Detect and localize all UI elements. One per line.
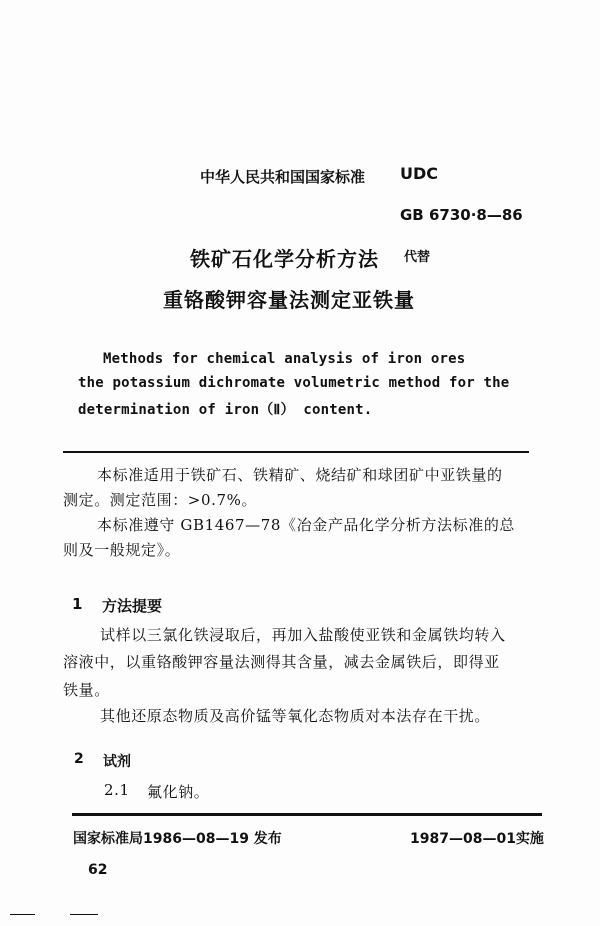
section-2-item-text: 氟化钠。 — [147, 783, 210, 801]
section-1-line: 溶液中，以重铬酸钾容量法测得其含量，减去金属铁后，即得亚 — [63, 653, 500, 671]
scan-artifact-mark — [70, 914, 98, 915]
title-line-1: 铁矿石化学分析方法 — [190, 247, 379, 271]
intro-paragraph-line: 本标准适用于铁矿石、铁精矿、烧结矿和球团矿中亚铁量的 — [97, 466, 503, 484]
english-title-line: determination of iron（Ⅱ） content. — [78, 402, 373, 418]
english-title-line: Methods for chemical analysis of iron ores — [103, 351, 466, 367]
section-1-line: 其他还原态物质及高价锰等氧化态物质对本法存在干扰。 — [100, 707, 491, 725]
replaces-label: 代替 — [404, 250, 431, 265]
section-1-title: 方法提要 — [102, 597, 163, 615]
udc-label: UDC — [400, 164, 439, 183]
intro-paragraph-line: 本标准遵守 GB1467—78《冶金产品化学分析方法标准的总 — [97, 516, 516, 534]
section-2-item-number: 2.1 — [104, 781, 130, 799]
scan-artifact-mark — [10, 914, 35, 915]
standard-number: GB 6730·8—86 — [400, 206, 523, 224]
intro-paragraph-line: 测定。测定范围：>0.7%。 — [63, 491, 258, 509]
section-2-number: 2 — [74, 751, 84, 767]
page-number: 62 — [88, 862, 108, 878]
english-title-line: the potassium dichromate volumetric method for the — [78, 375, 510, 391]
issue-date: 国家标准局1986—08—19 发布 — [73, 831, 282, 847]
effective-date: 1987—08—01实施 — [410, 831, 544, 847]
header-divider — [63, 451, 529, 453]
section-2-title: 试剂 — [103, 754, 131, 770]
footer-divider — [72, 813, 542, 816]
section-1-number: 1 — [72, 595, 83, 613]
section-1-line: 铁量。 — [63, 681, 110, 699]
country-standard-label: 中华人民共和国国家标准 — [200, 168, 366, 186]
section-1-line: 试样以三氯化铁浸取后，再加入盐酸使亚铁和金属铁均转入 — [100, 626, 506, 644]
title-line-2: 重铬酸钾容量法测定亚铁量 — [163, 288, 415, 312]
intro-paragraph-line: 则及一般规定》。 — [63, 541, 181, 559]
